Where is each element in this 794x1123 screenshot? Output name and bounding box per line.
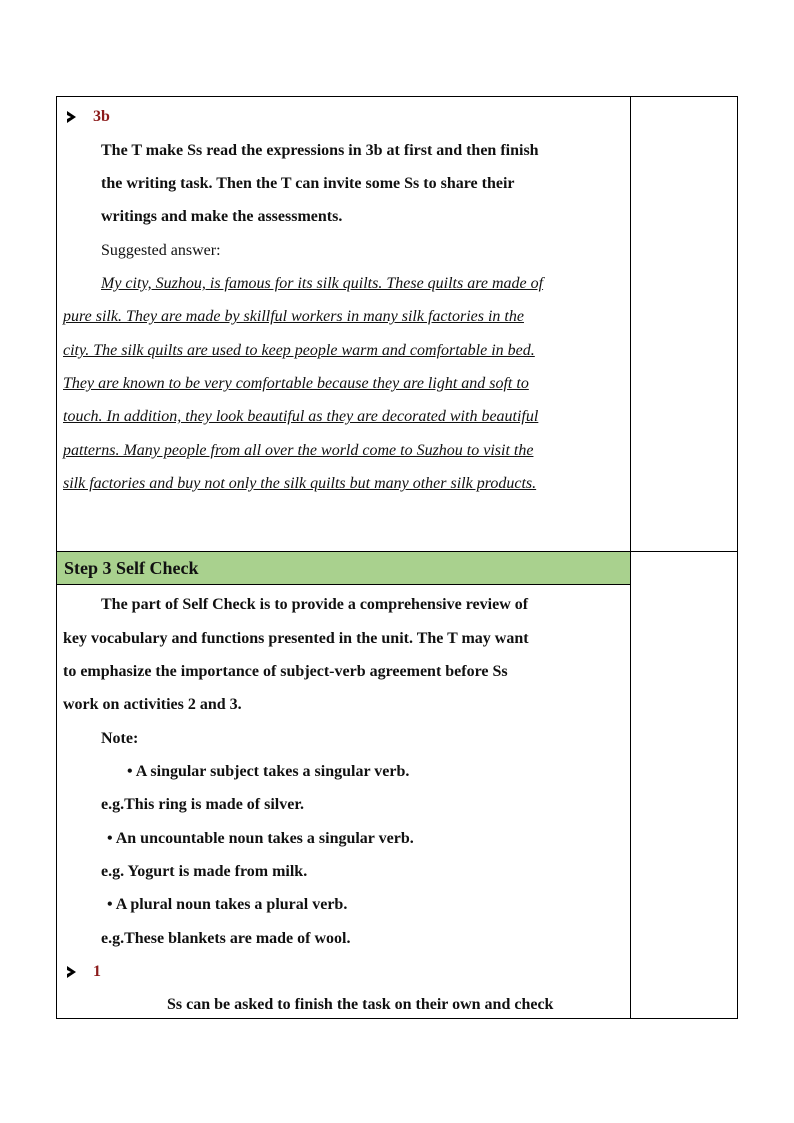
instruction-line: writings and make the assessments. [101,208,343,225]
activity-1-text: Ss can be asked to finish the task on their own and check [167,996,554,1013]
answer-line: silk factories and buy not only the silk quilts but many other silk products. [63,475,537,492]
answer-line: touch. In addition, they look beautiful as they are decorated with beautiful [63,408,539,425]
intro-line: work on activities 2 and 3. [63,696,242,713]
answer-line: pure silk. They are made by skillful workers in many silk factories in the [63,308,524,325]
example-item: e.g.This ring is made of silver. [101,796,304,813]
answer-line: They are known to be very comfortable because they are light and soft to [63,375,529,392]
column-divider [630,97,631,1018]
arrow-bullet-icon [67,966,76,978]
answer-line: patterns. Many people from all over the world come to Suzhou to visit the [63,442,534,459]
intro-line: to emphasize the importance of subject-verb agreement before Ss [63,663,508,680]
answer-line: city. The silk quilts are used to keep people warm and comfortable in bed. [63,342,535,359]
rule-item: • A plural noun takes a plural verb. [107,896,348,913]
intro-line: key vocabulary and functions presented in the unit. The T may want [63,630,529,647]
rule-item: • An uncountable noun takes a singular verb. [107,830,414,847]
rule-item: • A singular subject takes a singular verb. [127,763,410,780]
instruction-line: The T make Ss read the expressions in 3b at first and then finish [101,142,539,159]
instruction-line: the writing task. Then the T can invite some Ss to share their [101,175,515,192]
section-3b-heading: 3b [93,108,110,125]
suggested-answer-label: Suggested answer: [101,242,221,259]
example-item: e.g. Yogurt is made from milk. [101,863,308,880]
intro-line: The part of Self Check is to provide a comprehensive review of [101,596,529,613]
lesson-plan-table [56,96,738,1019]
arrow-bullet-icon [67,111,76,123]
answer-line: My city, Suzhou, is famous for its silk quilts. These quilts are made of [101,275,544,292]
example-item: e.g.These blankets are made of wool. [101,930,351,947]
activity-1-heading: 1 [93,963,101,980]
step-3-header [57,552,630,585]
step-3-title: Step 3 Self Check [64,558,199,578]
note-label: Note: [101,730,139,747]
